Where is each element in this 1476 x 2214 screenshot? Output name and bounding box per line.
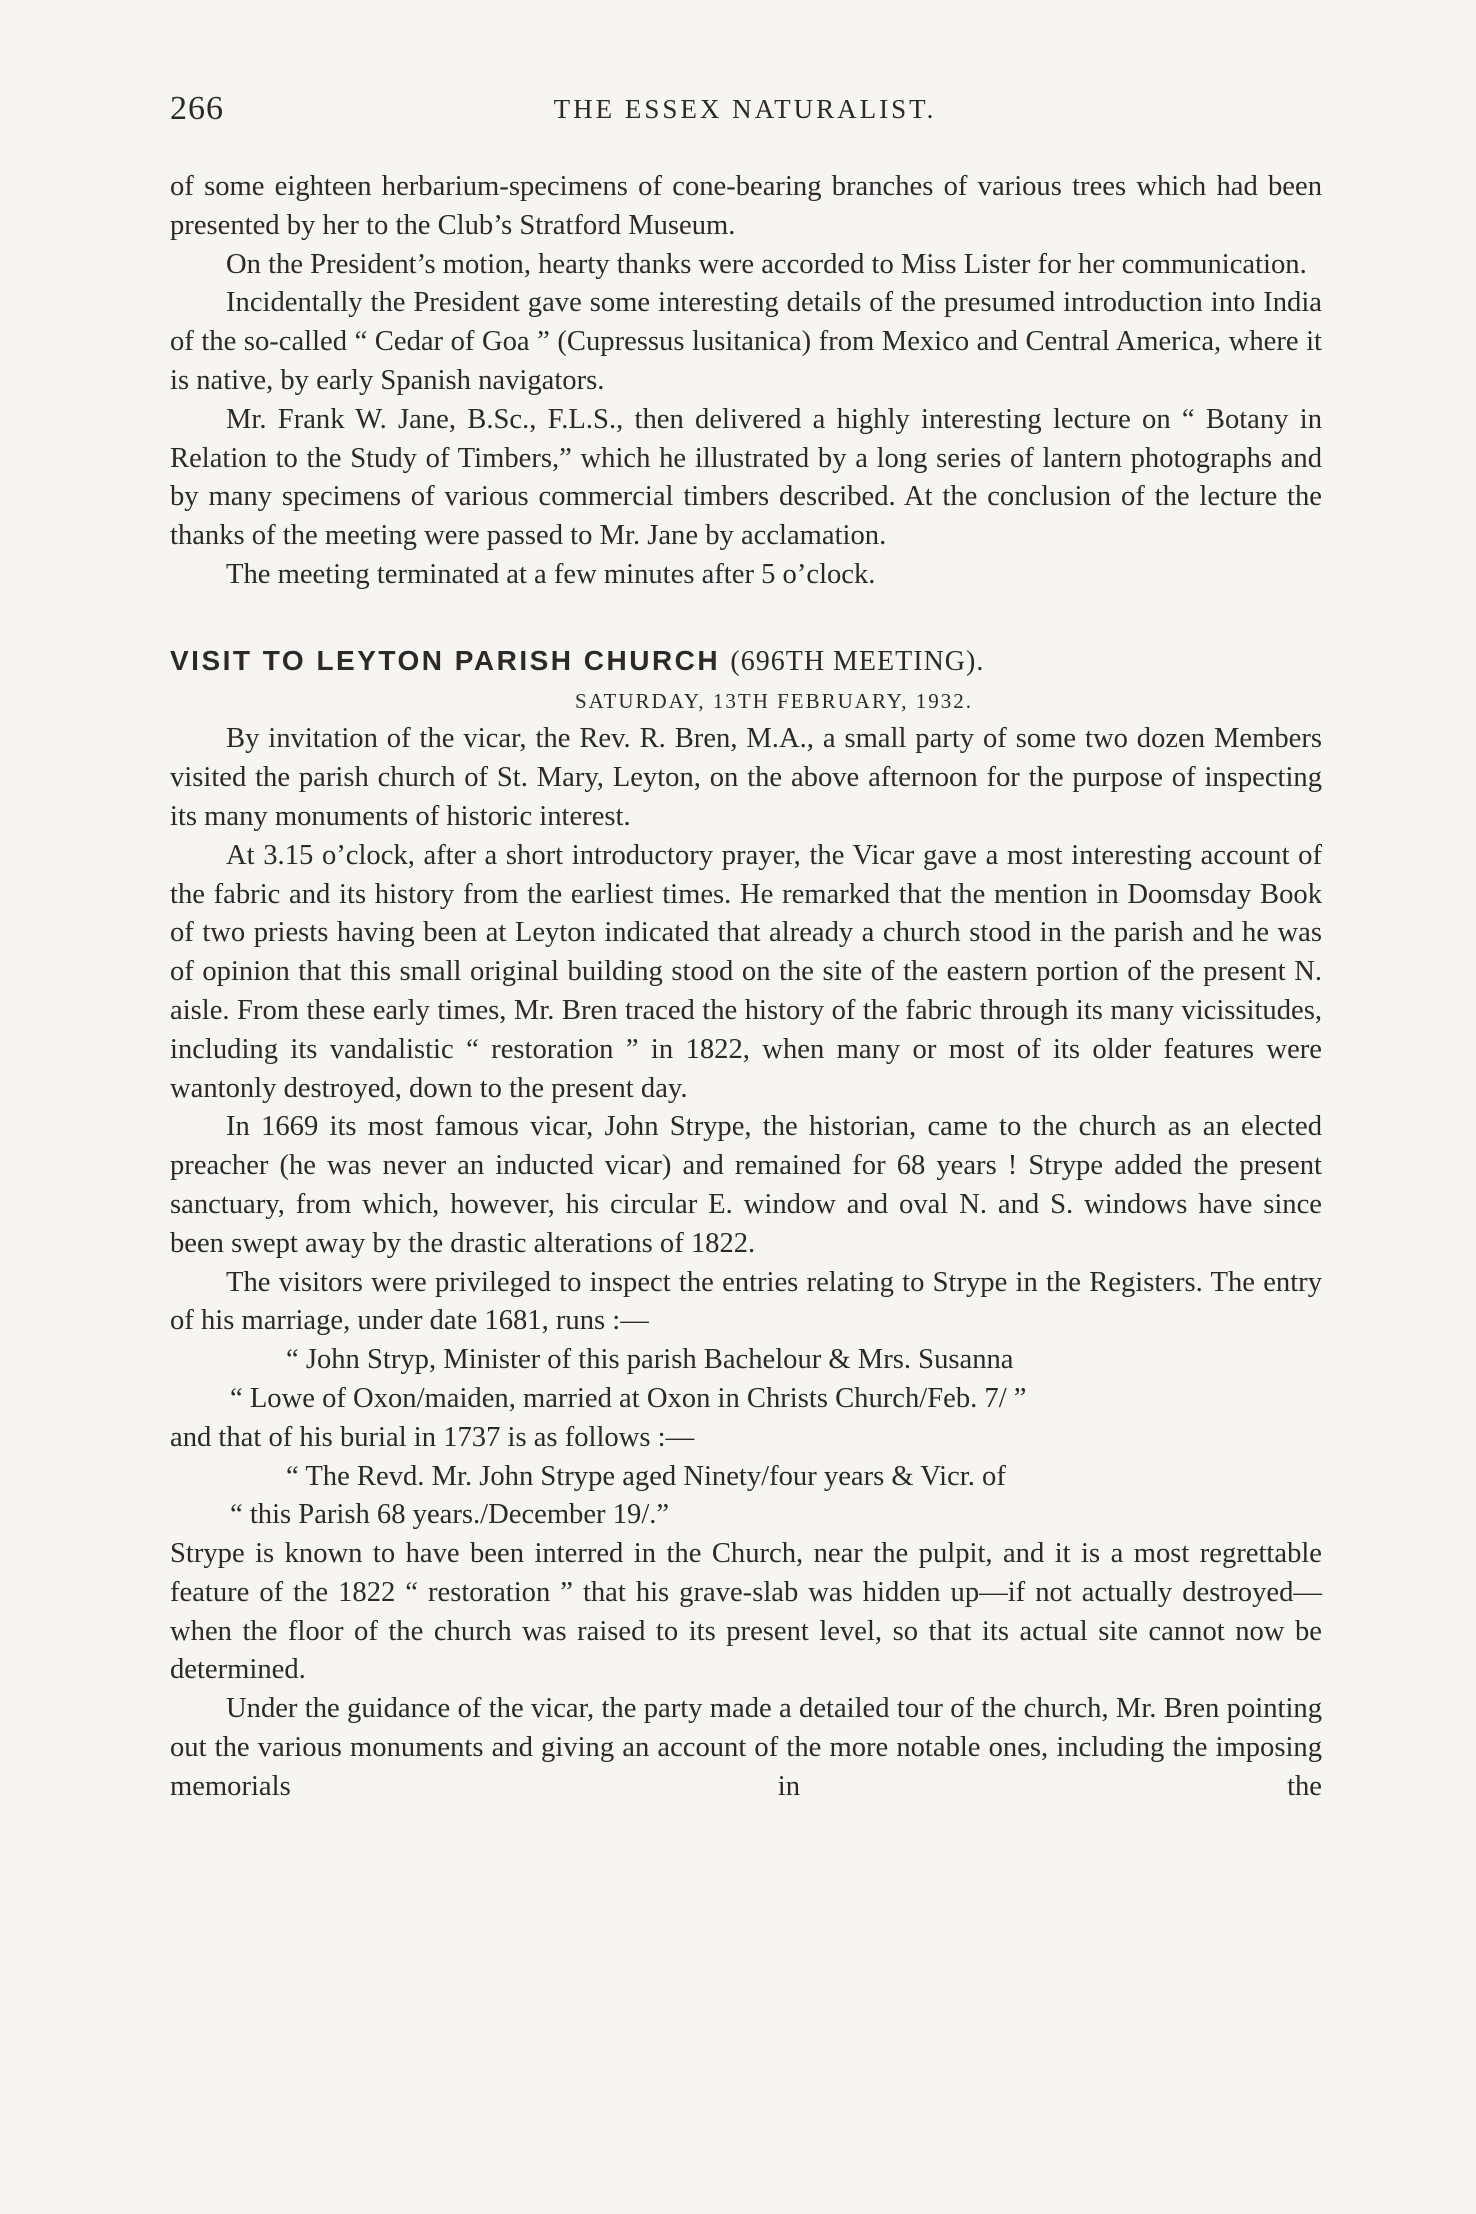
paragraph-grave-slab: Strype is known to have been interred in the Church, near the pulpit, and it is a most regrettable feature of the 1822 “ restoration ” that his grave-slab was hidden up—if not actually destroyed—when the floor of the church was raised to its present level, so that its actual site cannot now be determined. (170, 1538, 1322, 1686)
paragraph-cedar-of-goa: Incidentally the President gave some interesting details of the presumed introduction into India of the so-called “ Cedar of Goa ” (Cupressus lusitanica) from Mexico and Central America, where it is native, by early Spanish navigators. (170, 287, 1322, 396)
section-date: SATURDAY, 13TH FEBRUARY, 1932. (574, 688, 974, 713)
page-number: 266 (170, 90, 224, 127)
section-heading-meeting: (696TH MEETING). (730, 645, 985, 677)
paragraph-fabric-history: At 3.15 o’clock, after a short introductory prayer, the Vicar gave a most interesting account of the fabric and its history from the earliest times. He remarked that the mention in Doomsday Book of two priests having been at Leyton indicated that already a church stood in the parish and he was of opinion that this small original building stood on the site of the eastern portion of the present N. aisle. From these early times, Mr. Bren traced the history of the fabric through its many vicissitudes, including its vandalistic “ restoration ” in 1822, when many or most of its older features were wantonly destroyed, down to the present day. (170, 839, 1322, 1104)
paragraph-strype: In 1669 its most famous vicar, John Strype, the historian, came to the church as an elected preacher (he was never an inducted vicar) and remained for 68 years ! Strype added the present sanctuary, from which, however, his circular E. window and oval N. and S. windows have since been swept away by the drastic alterations of 1822. (170, 1111, 1322, 1259)
paragraph-invitation: By invitation of the vicar, the Rev. R. Bren, M.A., a small party of some two dozen Members visited the parish church of St. Mary, Leyton, on the above afternoon for the purpose of inspecting its many monuments of historic interest. (170, 723, 1322, 832)
burial-intro: and that of his burial in 1737 is as follows :— (170, 1421, 695, 1453)
paragraph-lecture: Mr. Frank W. Jane, B.Sc., F.L.S., then delivered a highly interesting lecture on “ Botany in Relation to the Study of Timbers,” which he illustrated by a long series of lantern photographs and by many specimens of various commercial timbers described. At the conclusion of the lecture the thanks of the meeting were passed to Mr. Jane by acclamation. (170, 403, 1322, 552)
quote-marriage-line-1: “ John Stryp, Minister of this parish Bachelour & Mrs. Susanna (286, 1344, 1014, 1376)
paragraph-thanks: On the President’s motion, hearty thanks were accorded to Miss Lister for her communication. (226, 248, 1307, 280)
running-title: THE ESSEX NATURALIST. (553, 94, 937, 124)
quote-burial-line-1: “ The Revd. Mr. John Strype aged Ninety/four years & Vicr. of (286, 1460, 1006, 1492)
quote-marriage-line-2: “ Lowe of Oxon/maiden, married at Oxon in Christs Church/Feb. 7/ ” (230, 1382, 1027, 1414)
quote-burial-line-2: “ this Parish 68 years./December 19/.” (230, 1499, 670, 1531)
paragraph-tour: Under the guidance of the vicar, the party made a detailed tour of the church, Mr. Bren pointing out the various monuments and giving an account of the more notable ones, including the imposing memorials in the (170, 1693, 1322, 1802)
paragraph-registers: The visitors were privileged to inspect the entries relating to Strype in the Registers. The entry of his marriage, under date 1681, runs :— (170, 1266, 1322, 1337)
section-heading (170, 642, 1322, 682)
page-body (170, 168, 1322, 1807)
section-heading-title: VISIT TO LEYTON PARISH CHURCH (170, 644, 721, 676)
paragraph-meeting-end: The meeting terminated at a few minutes after 5 o’clock. (226, 558, 876, 590)
paragraph-herbarium: of some eighteen herbarium-specimens of cone-bearing branches of various trees which had been presented by her to the Club’s Stratford Museum. (170, 171, 1322, 241)
page-header (170, 90, 1320, 140)
